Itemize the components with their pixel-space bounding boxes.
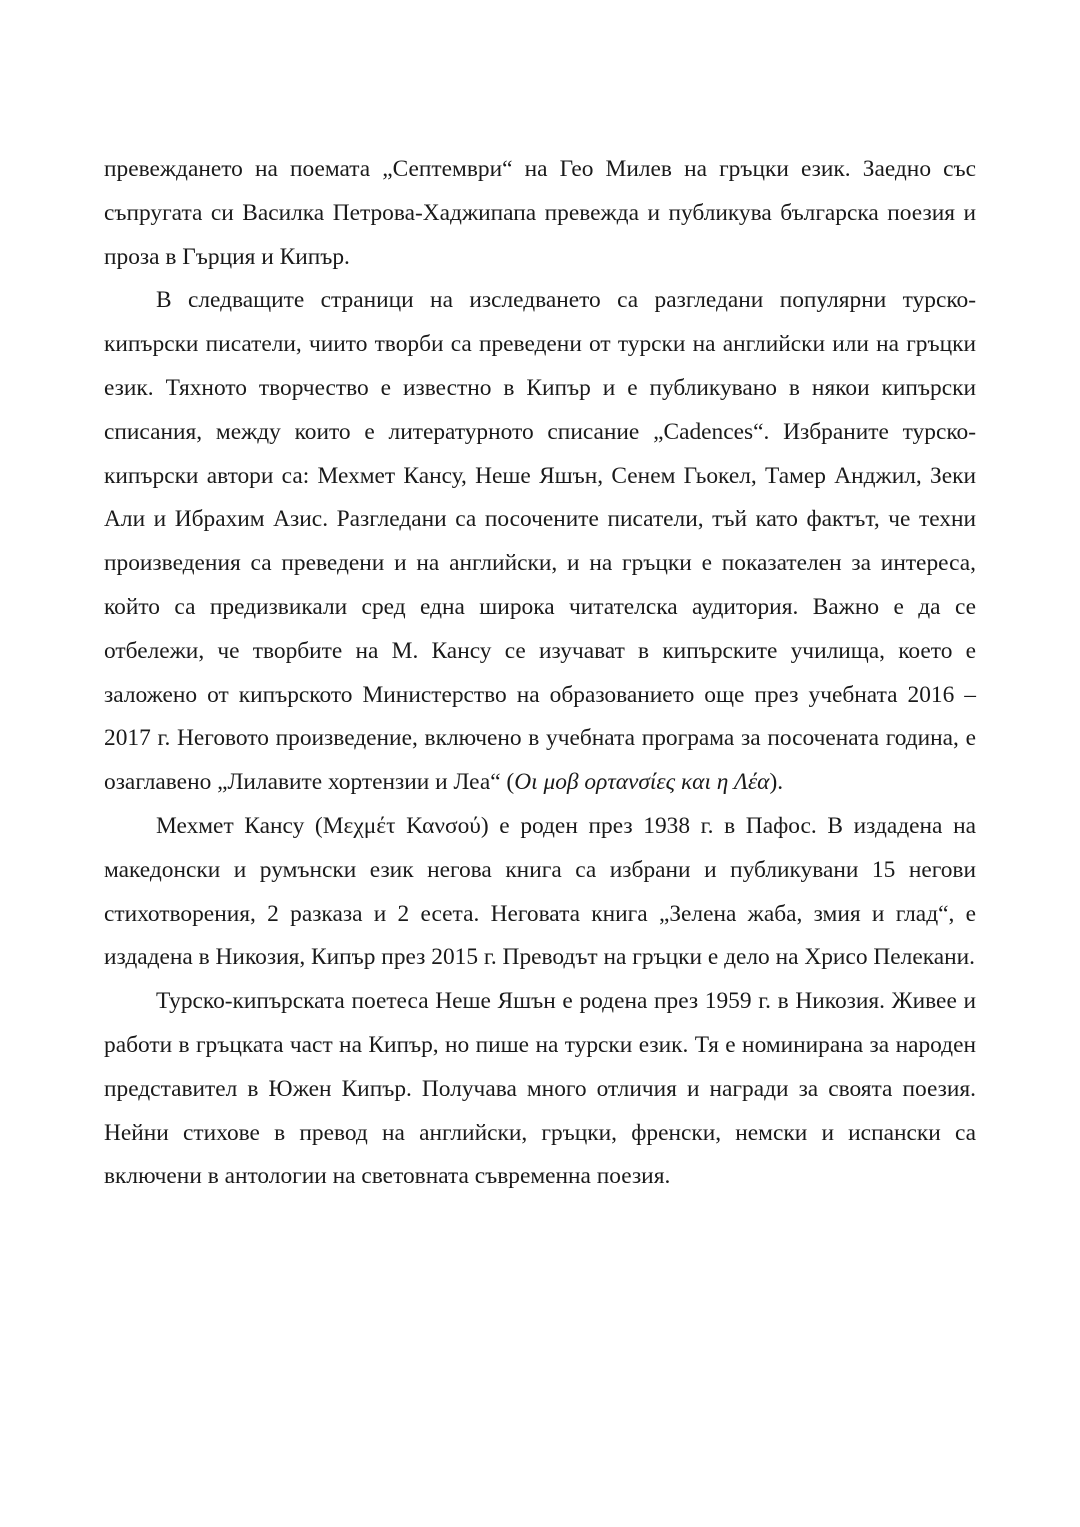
- greek-title: Οι μοβ ορτανσίες και η Λέα: [514, 769, 770, 796]
- body-text: [104, 148, 976, 1199]
- paragraph-2: [104, 279, 976, 805]
- paragraph-2-text: В следващите страници на изследването са разгледани популярни турско-кипърски писатели, чиито творби са преведени от турски на английски или на гръцки език. Тяхното творчество е известно в Кипър и е публикувано в някои кипърски списания, между които е литературното списание „Cadences“. Избраните турско-кипърски автори са: Мехмет Кансу, Неше Яшън, Сенем Гьокел, Тамер Анджил, Зеки Али и Ибрахим Азис. Разгледани са посочените писатели, тъй като фактът, че техни произведения са преведени и на английски, и на гръцки е показателен за интереса, който са предизвикали сред една широка читателска аудитория. Важно е да се отбележи, че творбите на М. Кансу се изучават в кипърските училища, което е заложено от кипърското Министерство на образованието още през учебната 2016 – 2017 г. Неговото произведение, включено в учебната програма за посочената година, е озаглавено „Лилавите хортензии и Леа“ (: [104, 287, 976, 796]
- paragraph-4: Турско-кипърската поетеса Неше Яшън е родена през 1959 г. в Никозия. Живее и работи в гръцката част на Кипър, но пише на турски език. Тя е номинирана за народен представител в Южен Кипър. Получава много отличия и награди за своята поезия. Нейни стихове в превод на английски, гръцки, френски, немски и испански са включени в антологии на световната съвременна поезия.: [104, 988, 976, 1190]
- paragraph-2-end: ).: [769, 769, 784, 796]
- paragraph-3: Мехмет Кансу (Μεχμέτ Κανσού) е роден през 1938 г. в Пафос. В издадена на македонски и румънски език негова книга са избрани и публикувани 15 негови стихотворения, 2 разказа и 2 есета. Неговата книга „Зелена жаба, змия и глад“, е издадена в Никозия, Кипър през 2015 г. Преводът на гръцки е дело на Хрисо Пелекани.: [104, 812, 976, 971]
- paragraph-1: превеждането на поемата „Септември“ на Гео Милев на гръцки език. Заедно със съпругата си Василка Петрова-Хаджипапа превежда и публикува българска поезия и проза в Гърция и Кипър.: [104, 156, 976, 270]
